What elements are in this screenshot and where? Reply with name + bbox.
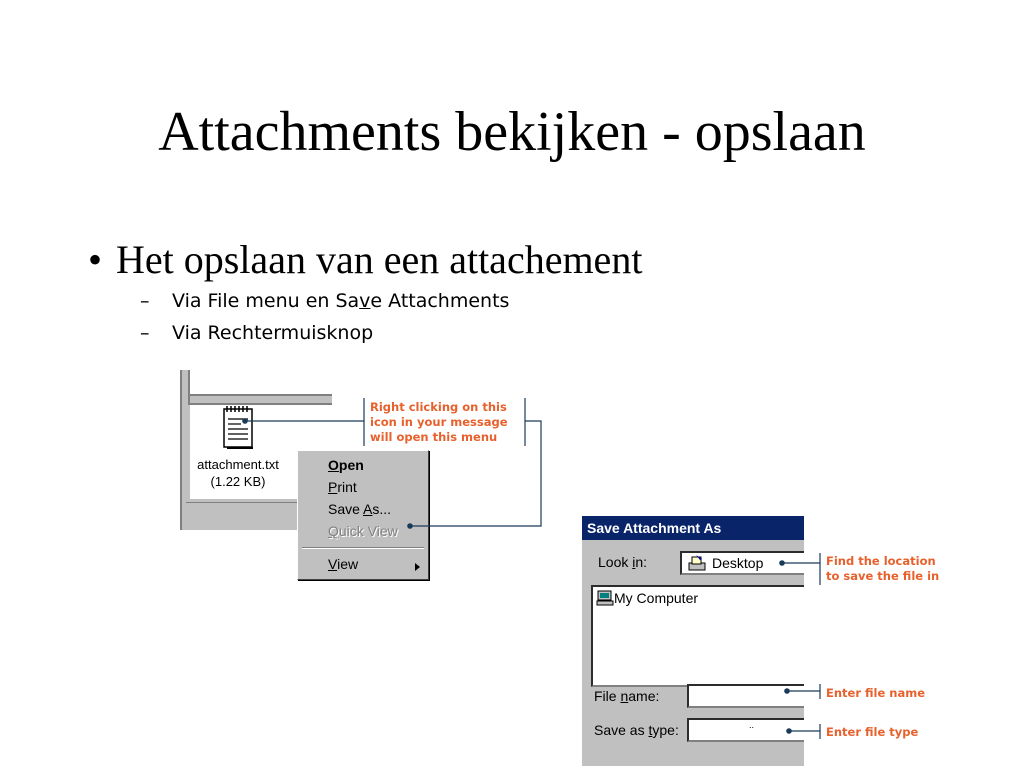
menu-item-view[interactable] [328,556,358,572]
main-bullet [88,236,642,283]
save-as-type-field[interactable] [687,718,804,742]
callout-line: Find the location [826,554,936,568]
attachment-file-name: attachment.txt [197,457,279,472]
label-text: Look [598,554,633,570]
desktop-folder-icon [688,555,708,571]
menu-separator [302,547,424,549]
save-as-type-label [594,722,679,738]
menu-accel: Q [328,523,339,539]
label-accel: n [620,688,629,704]
slide-title: Attachments bekijken - opslaan [158,101,866,163]
callout-enter-type: Enter file type [826,725,919,739]
sub-bullet-dash: – [140,322,150,344]
menu-accel: P [328,479,338,495]
menu-label: Save [328,501,364,517]
file-name-label [594,688,659,704]
attachment-file-size: (1.22 KB) [210,474,266,489]
attachment-label[interactable] [188,456,288,490]
list-item-label: My Computer [614,590,699,606]
menu-item-open[interactable] [328,457,364,473]
save-as-type-value: .. [749,720,755,730]
menu-item-quick-view [328,523,398,539]
label-text: File [594,688,621,704]
look-in-value: Desktop [712,555,764,571]
menu-accel: A [363,501,373,517]
sub-text: Via Rechtermuisknop [172,322,374,344]
menu-label: s... [372,501,392,517]
callout-line: will open this menu [370,430,498,444]
computer-icon [596,590,614,606]
bullet-marker: • [88,237,103,282]
window-divider [188,370,190,404]
sub-text-underline: v [359,290,371,312]
list-item-my-computer[interactable] [596,590,698,606]
menu-item-save-as[interactable] [328,501,391,517]
notepad-file-icon[interactable] [221,405,255,449]
message-window-top [190,370,332,394]
callout-enter-name: Enter file name [826,686,926,700]
callout-right-click [370,400,508,445]
menu-accel: O [328,457,339,473]
save-attachment-dialog [582,516,804,766]
callout-line: Right clicking on this [370,400,507,414]
window-divider [180,370,182,530]
callout-line: to save the file in [826,569,940,583]
context-menu [297,450,429,580]
menu-label: rint [337,479,357,495]
label-text: ype: [652,722,679,738]
callout-find-location [826,554,939,584]
sub-bullet-right-click [140,322,373,344]
label-text: Save as [594,722,649,738]
label-accel: i [632,554,636,570]
menu-label: iew [337,556,359,572]
menu-accel: V [328,556,338,572]
folder-list[interactable] [591,585,804,687]
bullet-text: Het opslaan van een attachement [116,237,643,282]
sub-bullet-file-menu [140,290,509,312]
sub-text-pre: Via File menu en Sa [172,290,360,312]
menu-item-print[interactable] [328,479,357,495]
sub-text-post: e Attachments [370,290,510,312]
sub-bullet-dash: – [140,290,150,312]
label-accel: t [648,722,653,738]
menu-label: pen [338,457,364,473]
menu-label: uick View [338,523,398,539]
label-text: n: [635,554,648,570]
callout-line: icon in your message [370,415,508,429]
window-divider [188,394,332,396]
dialog-title-bar: Save Attachment As [582,516,804,540]
look-in-label [598,554,647,570]
label-text: ame: [628,688,660,704]
submenu-arrow-icon [415,563,420,571]
file-name-field[interactable] [687,684,804,708]
look-in-combo[interactable] [680,551,804,575]
